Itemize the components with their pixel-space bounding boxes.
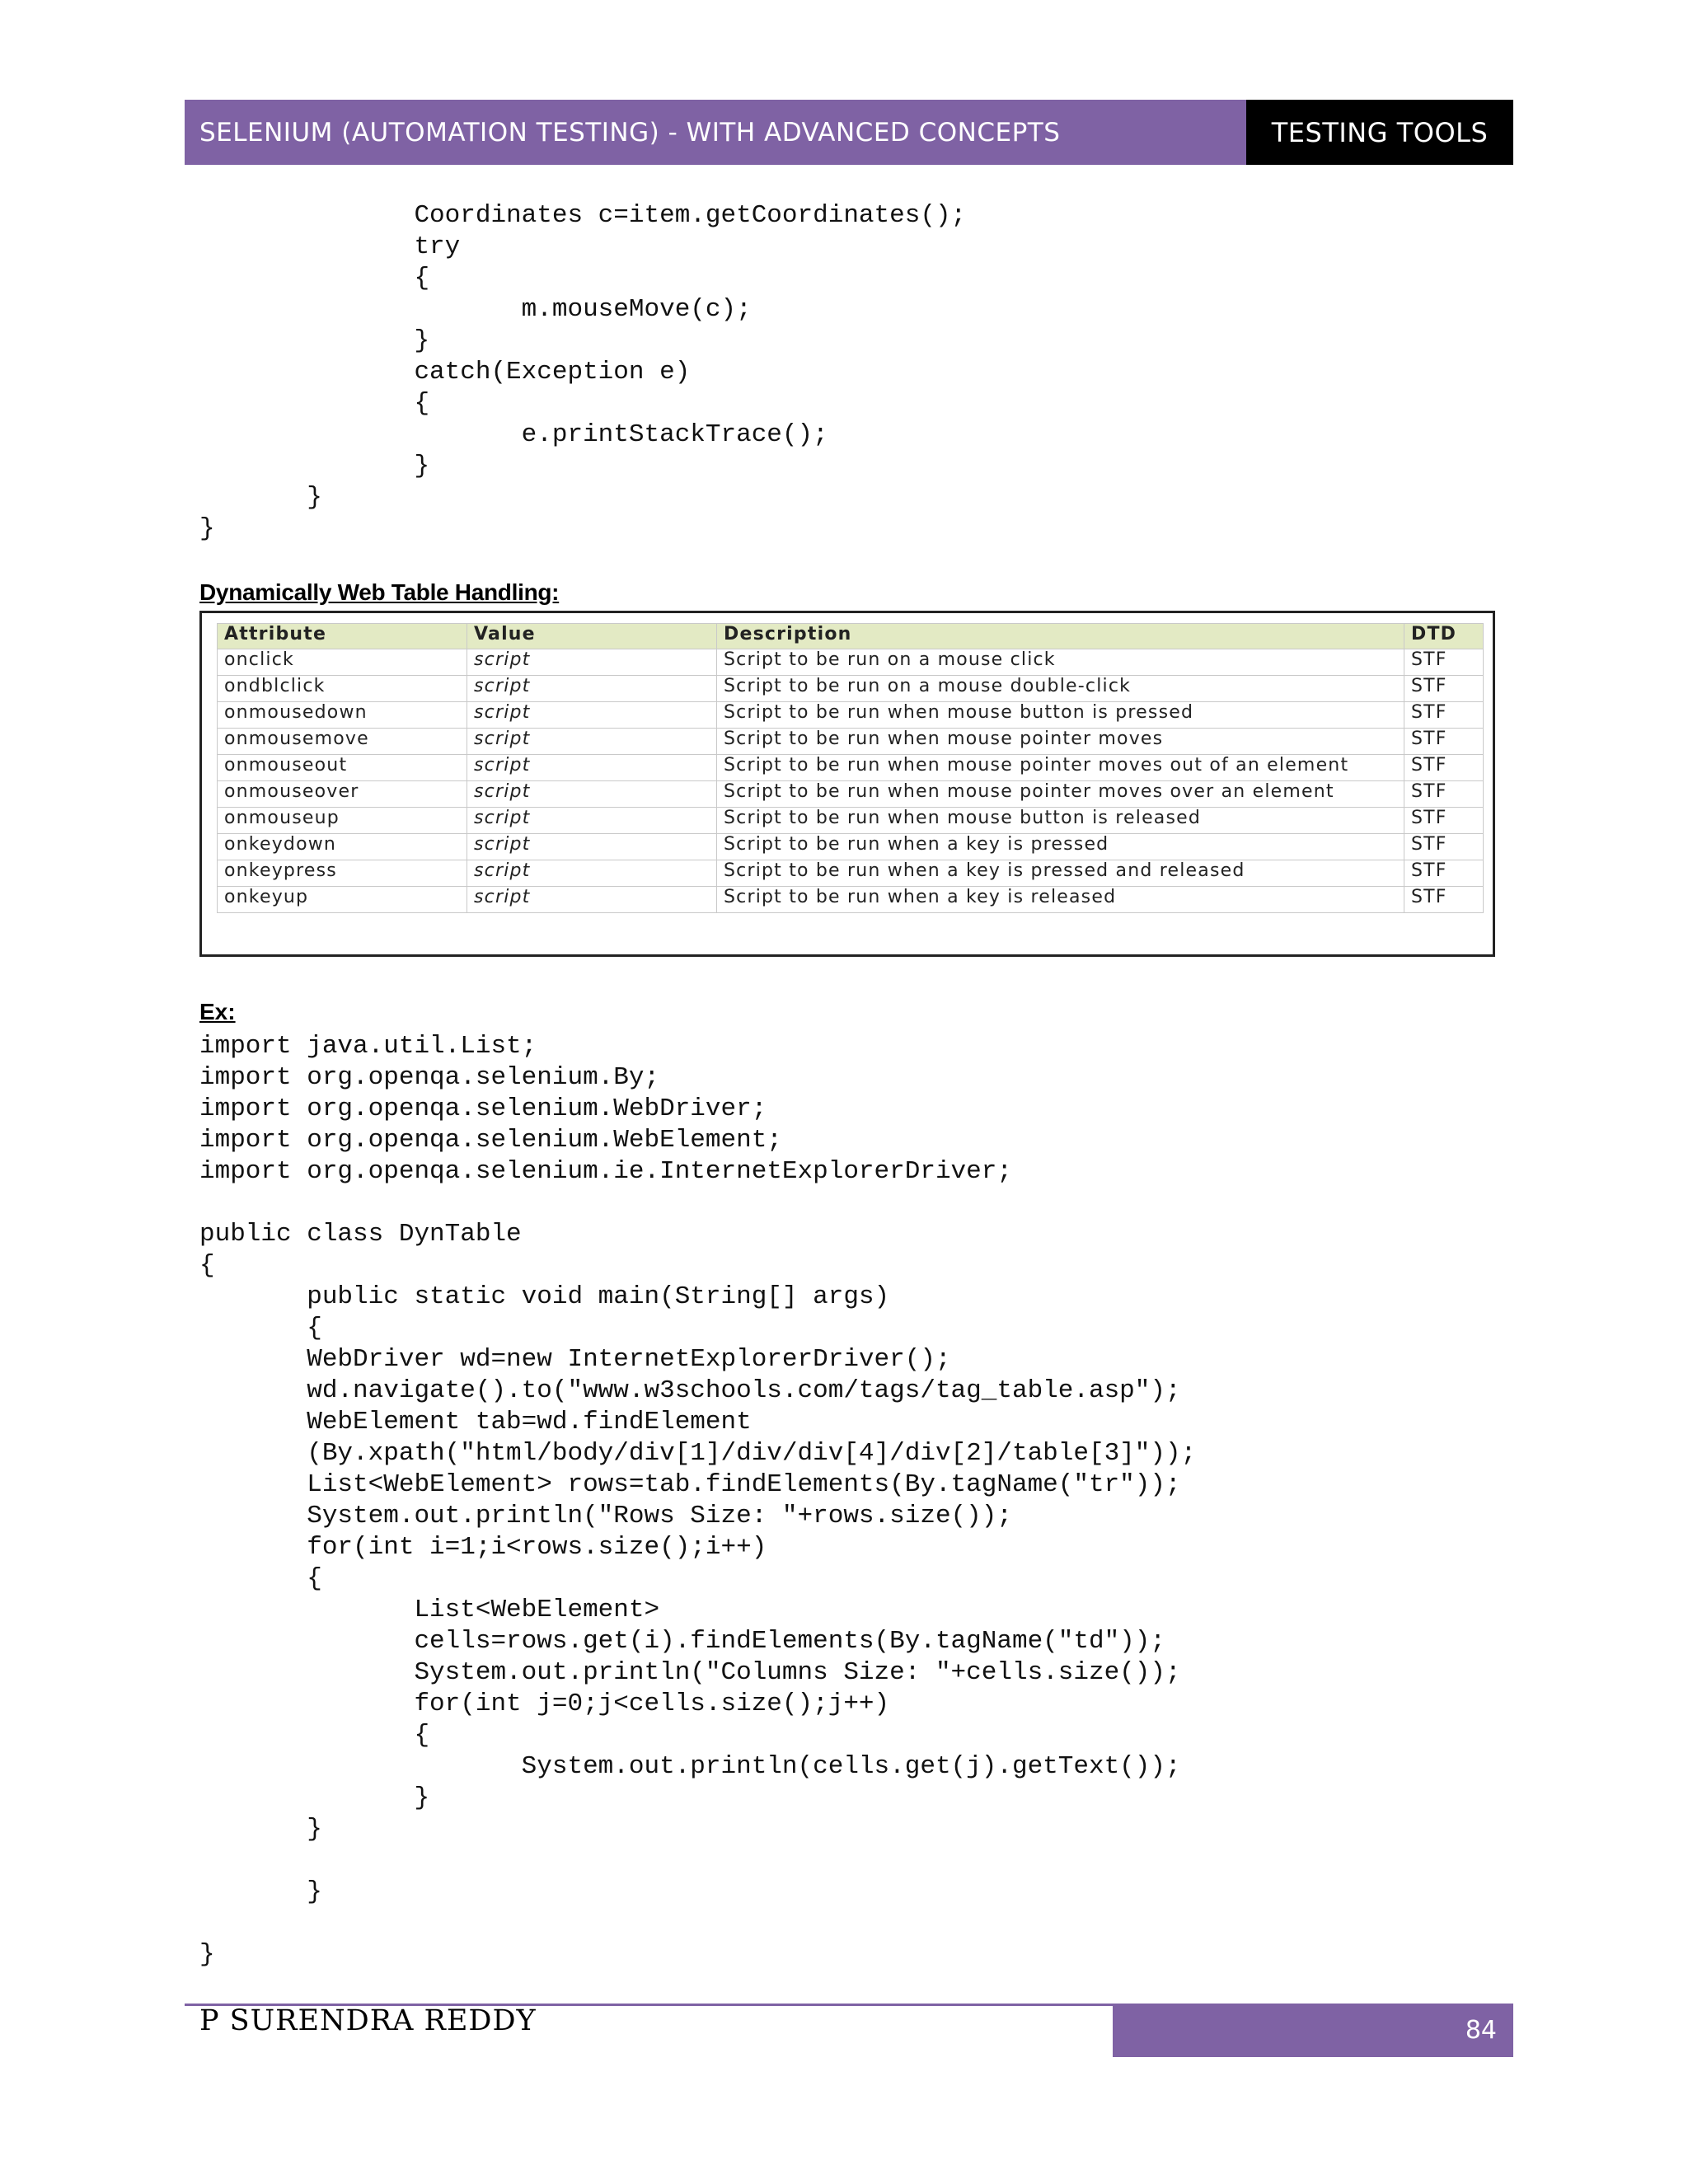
table-cell-description: Script to be run on a mouse click xyxy=(717,649,1404,676)
table-cell-value: script xyxy=(467,781,717,808)
table-cell-attribute: onkeydown xyxy=(218,834,467,860)
table-cell-value: script xyxy=(467,860,717,887)
table-header-cell: DTD xyxy=(1404,624,1484,649)
table-cell-dtd: STF xyxy=(1404,729,1484,755)
event-attribute-table xyxy=(217,623,1484,913)
document-header-section: TESTING TOOLS xyxy=(1246,100,1513,165)
table-row xyxy=(218,808,1484,834)
table-cell-dtd: STF xyxy=(1404,834,1484,860)
table-cell-value: script xyxy=(467,755,717,781)
table-row xyxy=(218,729,1484,755)
table-row xyxy=(218,834,1484,860)
table-cell-value: script xyxy=(467,676,717,702)
document-header-title: SELENIUM (AUTOMATION TESTING) - WITH ADVANCED CONCEPTS xyxy=(185,100,1246,165)
table-cell-attribute: onmousedown xyxy=(218,702,467,729)
table-cell-attribute: onkeypress xyxy=(218,860,467,887)
table-cell-description: Script to be run when mouse button is pressed xyxy=(717,702,1404,729)
section-heading: Dynamically Web Table Handling: xyxy=(199,579,560,605)
table-cell-dtd: STF xyxy=(1404,676,1484,702)
table-cell-attribute: onkeyup xyxy=(218,887,467,913)
table-cell-value: script xyxy=(467,729,717,755)
event-attribute-table-frame xyxy=(199,611,1495,957)
code-block-main: import java.util.List; import org.openqa.selenium.By; import org.openqa.selenium.WebDriver; import org.openqa.selenium.WebElement; import org.openqa.selenium.ie.InternetExplorerDriver; public class DynTable { public static void main(String[] args) { WebDriver wd=new InternetExplorerDriver(); wd.navigate().to("www.w3schools.com/tags/tag_table.asp"); WebElement tab=wd.findElement (By.xpath("html/body/div[1]/div/div[4]/div[2]/table[3]")); List<WebElement> rows=tab.findElements(By.tagName("tr")); System.out.println("Rows Size: "+rows.size()); for(int i=1;i<rows.size();i++) { List<WebElement> cells=rows.get(i).findElements(By.tagName("td")); System.out.println("Columns Size: "+cells.size()); for(int j=0;j<cells.size();j++) { System.out.println(cells.get(j).getText()); } } } } xyxy=(199,1032,1197,1969)
table-cell-value: script xyxy=(467,702,717,729)
code-block-top: Coordinates c=item.getCoordinates(); try { m.mouseMove(c); } catch(Exception e) { e.printStackTrace(); } } } xyxy=(199,201,967,543)
table-cell-description: Script to be run when a key is pressed and released xyxy=(717,860,1404,887)
table-cell-description: Script to be run when mouse pointer moves xyxy=(717,729,1404,755)
table-cell-value: script xyxy=(467,834,717,860)
table-cell-value: script xyxy=(467,808,717,834)
example-heading: Ex: xyxy=(199,999,236,1024)
table-header-cell: Description xyxy=(717,624,1404,649)
table-cell-description: Script to be run when a key is pressed xyxy=(717,834,1404,860)
table-cell-dtd: STF xyxy=(1404,860,1484,887)
table-cell-dtd: STF xyxy=(1404,781,1484,808)
table-cell-attribute: ondblclick xyxy=(218,676,467,702)
table-cell-dtd: STF xyxy=(1404,702,1484,729)
table-cell-dtd: STF xyxy=(1404,649,1484,676)
table-cell-description: Script to be run when mouse button is released xyxy=(717,808,1404,834)
table-header-cell: Attribute xyxy=(218,624,467,649)
table-header-row xyxy=(218,624,1484,649)
footer-author: P SURENDRA REDDY xyxy=(199,2004,537,2037)
table-row xyxy=(218,860,1484,887)
page-number: 84 xyxy=(1113,2004,1513,2057)
table-cell-value: script xyxy=(467,649,717,676)
table-cell-attribute: onclick xyxy=(218,649,467,676)
table-cell-attribute: onmouseout xyxy=(218,755,467,781)
table-row xyxy=(218,755,1484,781)
table-row xyxy=(218,649,1484,676)
table-cell-value: script xyxy=(467,887,717,913)
table-cell-description: Script to be run when a key is released xyxy=(717,887,1404,913)
table-row xyxy=(218,781,1484,808)
table-header-cell: Value xyxy=(467,624,717,649)
table-row xyxy=(218,887,1484,913)
table-cell-dtd: STF xyxy=(1404,755,1484,781)
table-row xyxy=(218,676,1484,702)
table-cell-attribute: onmouseover xyxy=(218,781,467,808)
table-cell-dtd: STF xyxy=(1404,808,1484,834)
table-cell-attribute: onmouseup xyxy=(218,808,467,834)
table-cell-description: Script to be run on a mouse double-click xyxy=(717,676,1404,702)
table-row xyxy=(218,702,1484,729)
table-cell-attribute: onmousemove xyxy=(218,729,467,755)
table-cell-description: Script to be run when mouse pointer moves over an element xyxy=(717,781,1404,808)
table-cell-dtd: STF xyxy=(1404,887,1484,913)
table-cell-description: Script to be run when mouse pointer moves out of an element xyxy=(717,755,1404,781)
